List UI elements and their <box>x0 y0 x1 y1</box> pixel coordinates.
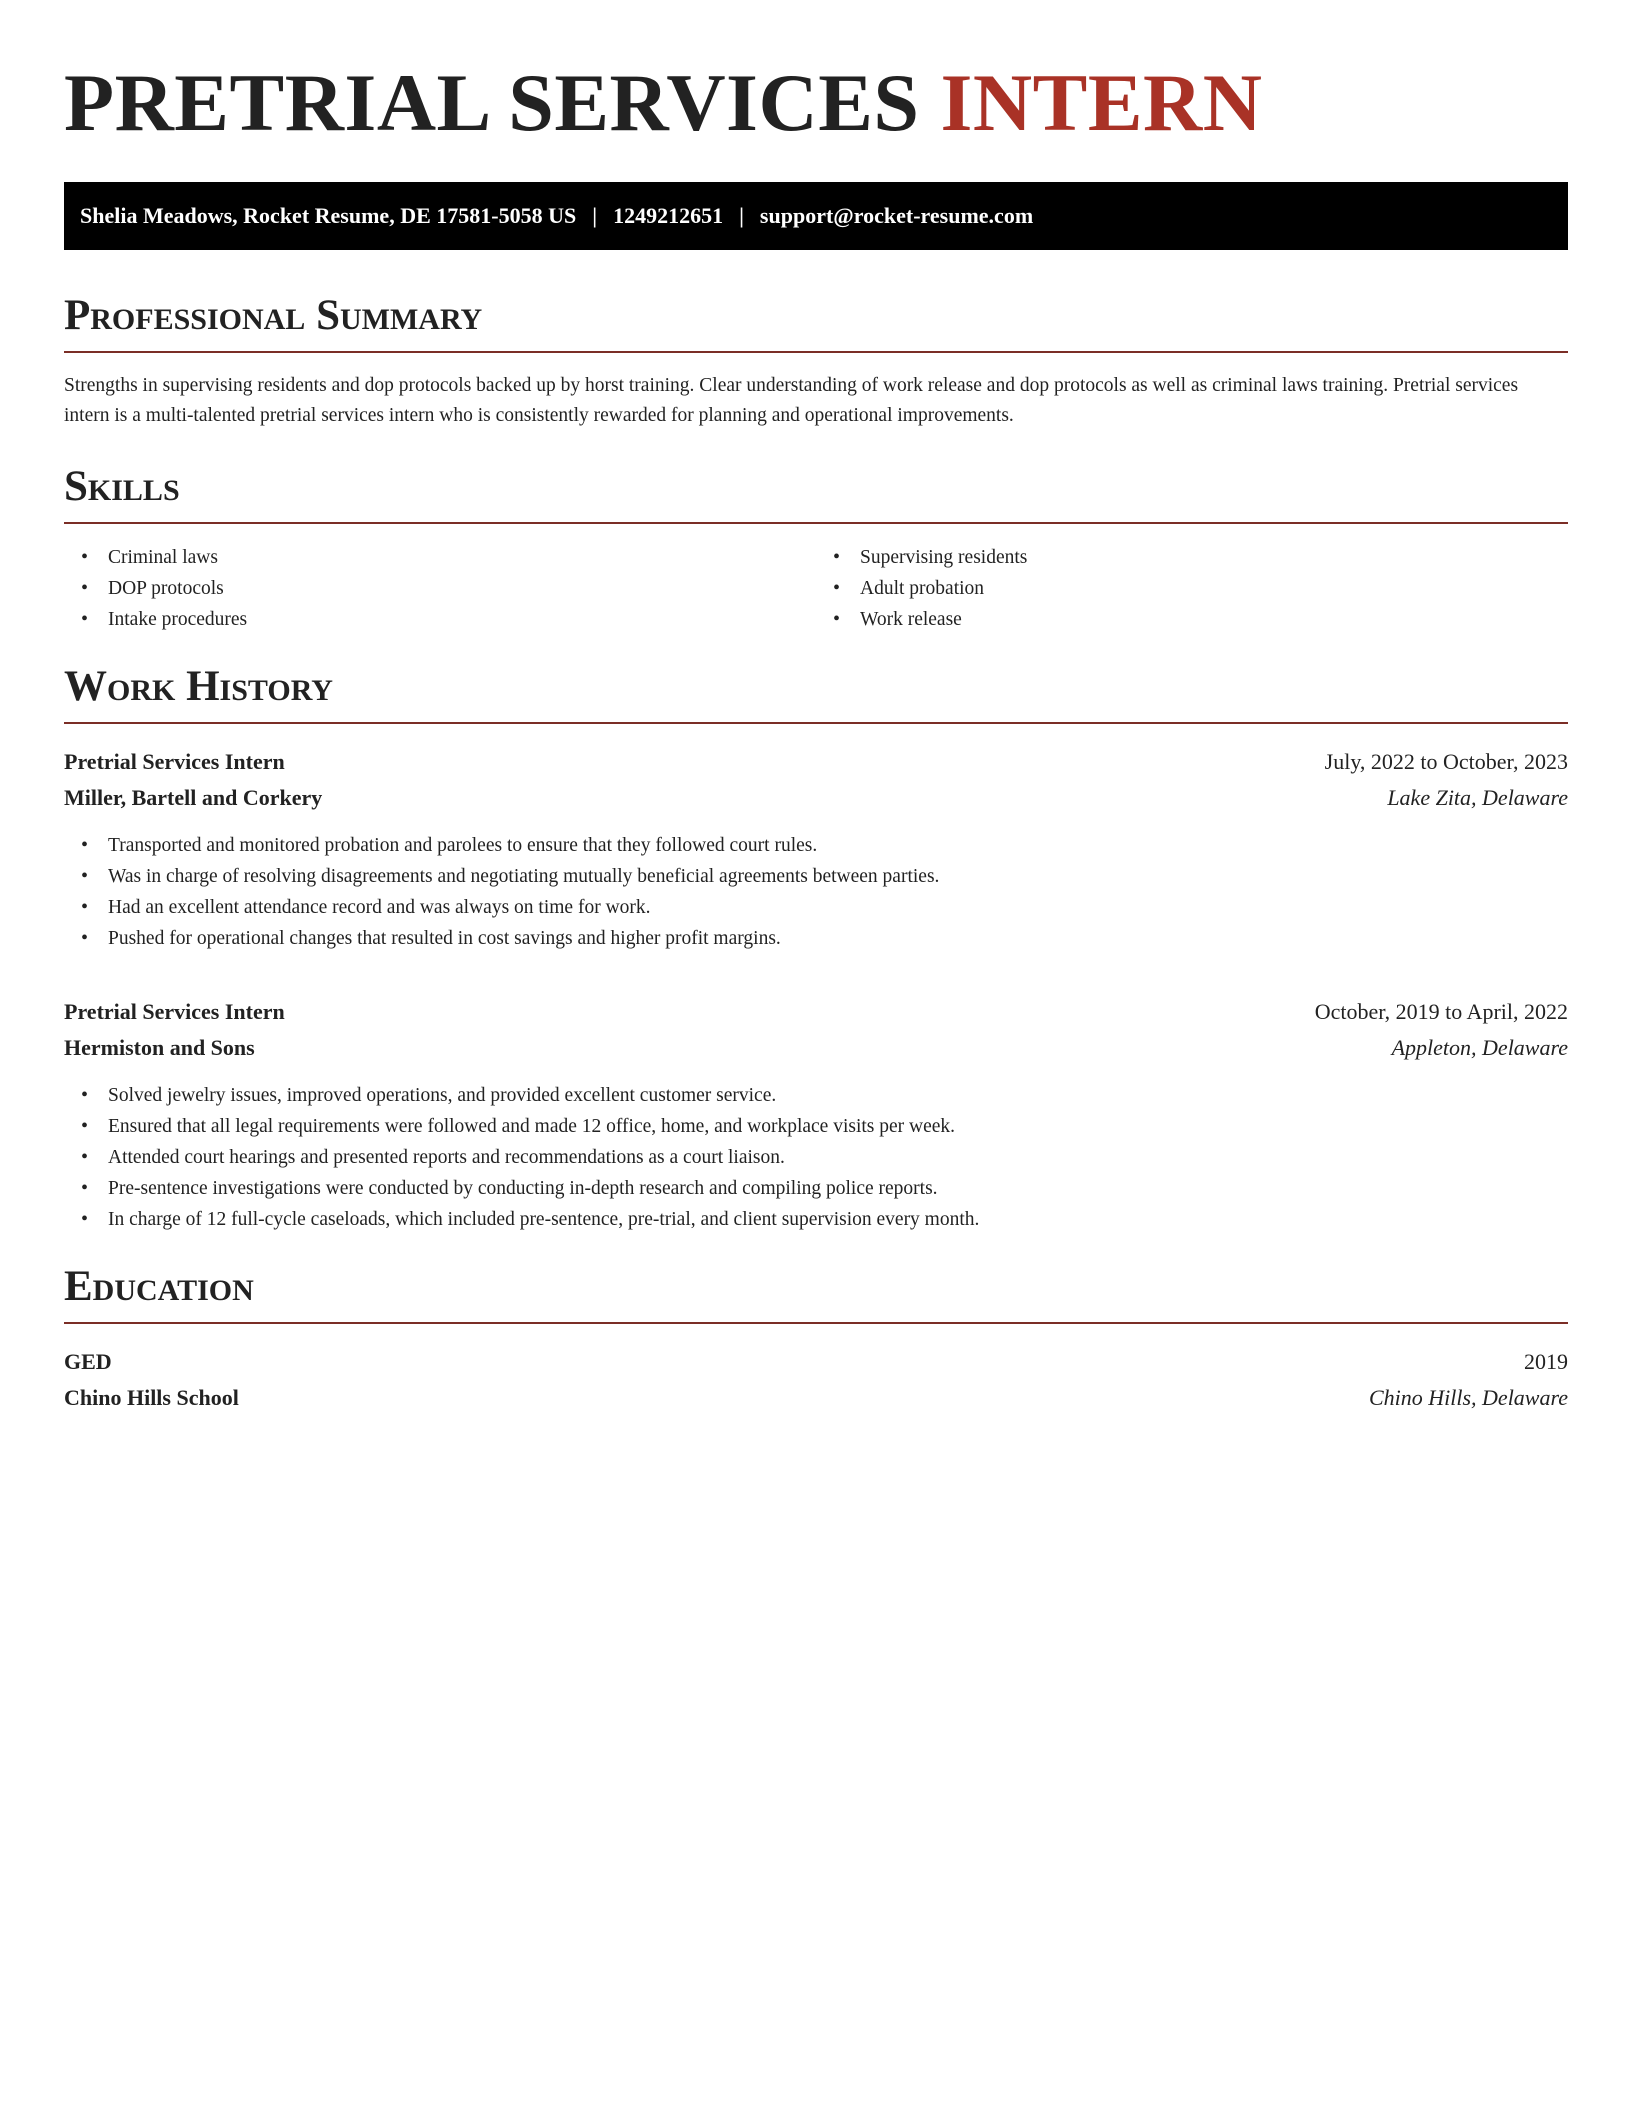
job-bullet: • Transported and monitored probation and parolees to ensure that they followed court rules. <box>108 830 1568 861</box>
job-bullet: • Pre-sentence investigations were conducted by conducting in-depth research and compiling police reports. <box>108 1173 1568 1204</box>
work-history-heading: Work History <box>64 665 1568 724</box>
skill-item: • Supervising residents <box>860 542 1568 573</box>
education-heading: Education <box>64 1265 1568 1324</box>
contact-separator: | <box>592 203 598 228</box>
resume-title <box>64 57 1568 148</box>
contact-separator: | <box>739 203 744 228</box>
skills-column-left <box>64 542 816 635</box>
title-accent: INTERN <box>940 57 1263 148</box>
job-bullet: • Had an excellent attendance record and was always on time for work. <box>108 892 1568 923</box>
job-location: Lake Zita, Delaware <box>1387 785 1568 810</box>
education-location: Chino Hills, Delaware <box>1368 1385 1568 1410</box>
job-title: Pretrial Services Intern <box>64 999 285 1024</box>
job-title-row <box>64 994 1568 1030</box>
skill-item: • Work release <box>860 604 1568 635</box>
education-degree: GED <box>64 1349 112 1374</box>
contact-phone: 1249212651 <box>613 203 724 228</box>
job-location: Appleton, Delaware <box>1391 1035 1568 1060</box>
job-company-row <box>64 1030 1568 1066</box>
contact-address: Shelia Meadows, Rocket Resume, DE 17581-5058 US <box>80 203 577 228</box>
job-bullet: • Ensured that all legal requirements were followed and made 12 office, home, and workplace visits per week. <box>108 1111 1568 1142</box>
summary-heading: Professional Summary <box>64 294 1568 353</box>
skills-section <box>64 465 1568 635</box>
skills-heading: Skills <box>64 465 1568 524</box>
skills-column-right <box>816 542 1568 635</box>
skill-item: • Adult probation <box>860 573 1568 604</box>
job-bullet: • Solved jewelry issues, improved operations, and provided excellent customer service. <box>108 1080 1568 1111</box>
skill-item: • DOP protocols <box>108 573 816 604</box>
education-entry <box>64 1344 1568 1416</box>
skill-item: • Intake procedures <box>108 604 816 635</box>
summary-text: Strengths in supervising residents and dop protocols backed up by horst training. Clear understanding of work release and dop protocols as well as criminal laws training. Pretrial services intern is a multi-talented pretrial services intern who is consistently rewarded for planning and operational improvements. <box>64 375 1519 426</box>
job-dates: October, 2019 to April, 2022 <box>1314 999 1568 1024</box>
skill-item: • Criminal laws <box>108 542 816 573</box>
education-degree-row <box>64 1344 1568 1380</box>
education-school-row <box>64 1380 1568 1416</box>
job-title: Pretrial Services Intern <box>64 749 285 774</box>
job-company: Miller, Bartell and Corkery <box>64 785 323 810</box>
skills-list <box>64 542 1568 635</box>
job-title-row <box>64 744 1568 780</box>
job-bullets <box>64 1080 1568 1235</box>
job-bullet: • Attended court hearings and presented reports and recommendations as a court liaison. <box>108 1142 1568 1173</box>
job-entry <box>64 744 1568 954</box>
job-bullets <box>64 830 1568 954</box>
work-history-section <box>64 665 1568 1235</box>
job-bullet: • Was in charge of resolving disagreements and negotiating mutually beneficial agreements between parties. <box>108 861 1568 892</box>
job-dates: July, 2022 to October, 2023 <box>1324 749 1568 774</box>
job-bullet: • Pushed for operational changes that resulted in cost savings and higher profit margins. <box>108 923 1568 954</box>
education-section <box>64 1265 1568 1416</box>
title-main: PRETRIAL SERVICES <box>64 57 920 148</box>
education-school: Chino Hills School <box>64 1385 239 1410</box>
job-bullet: • In charge of 12 full-cycle caseloads, which included pre-sentence, pre-trial, and client supervision every month. <box>108 1204 1568 1235</box>
contact-bar <box>64 182 1568 250</box>
job-company: Hermiston and Sons <box>64 1035 255 1060</box>
summary-section <box>64 294 1568 431</box>
contact-email: support@rocket-resume.com <box>759 203 1034 228</box>
job-entry <box>64 994 1568 1235</box>
job-company-row <box>64 780 1568 816</box>
education-year: 2019 <box>1524 1349 1568 1374</box>
